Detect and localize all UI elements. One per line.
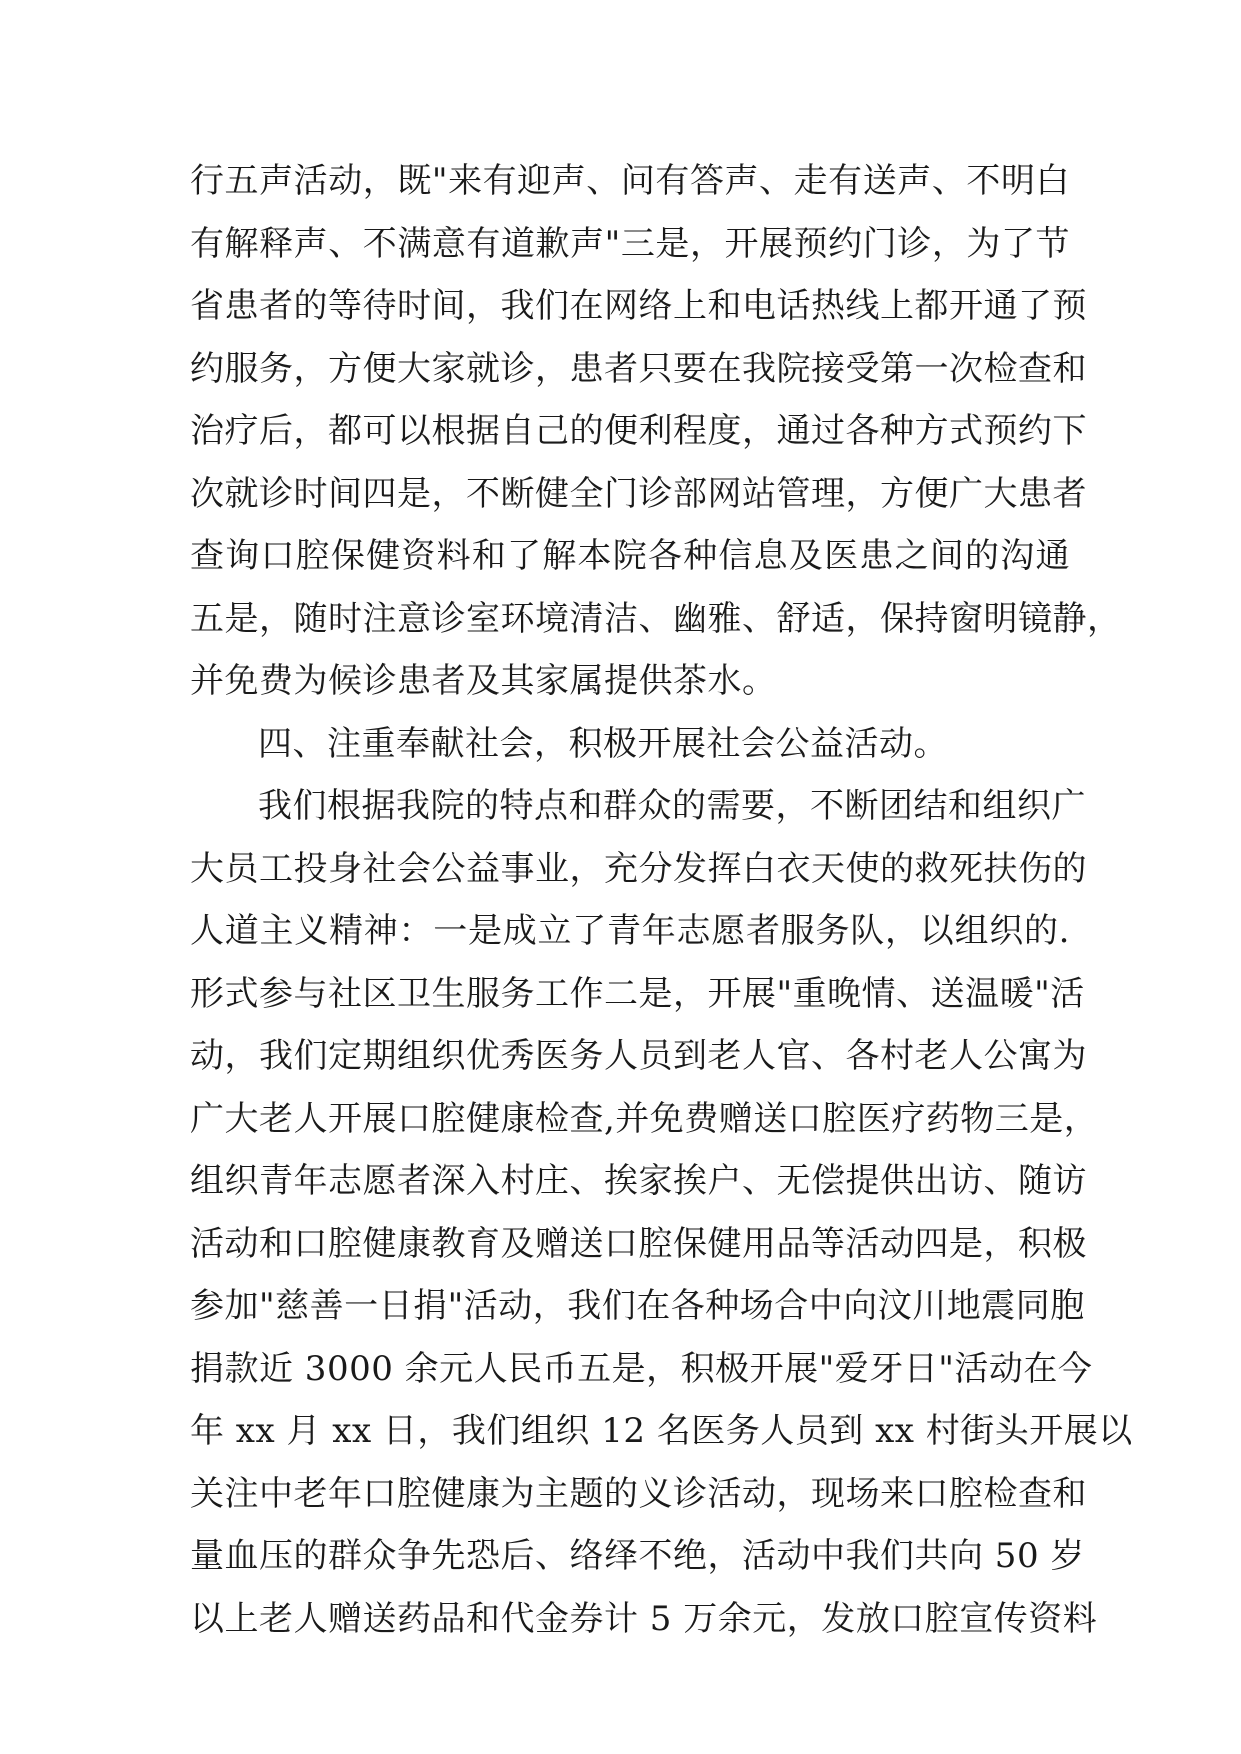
paragraph-service-measures [190, 150, 1122, 713]
text-line: 活动和口腔健康教育及赠送口腔保健用品等活动四是，积极 [190, 1223, 1087, 1264]
text-line: 次就诊时间四是，不断健全门诊部网站管理，方便广大患者 [190, 473, 1087, 514]
section-heading-four [190, 713, 1070, 776]
paragraph-public-welfare [190, 775, 1133, 1650]
text-line: 我们根据我院的特点和群众的需要，不断团结和组织广 [258, 786, 1086, 826]
text-line: 组织青年志愿者深入村庄、挨家挨户、无偿提供出访、随访 [190, 1161, 1087, 1201]
text-line: 关注中老年口腔健康为主题的义诊活动，现场来口腔检查和 [190, 1473, 1087, 1514]
text-line: 大员工投身社会公益事业，充分发挥白衣天使的救死扶伤的 [190, 848, 1087, 889]
text-line: 形式参与社区卫生服务工作二是，开展"重晚情、送温暖"活 [190, 973, 1085, 1014]
text-line: 量血压的群众争先恐后、络绎不绝，活动中我们共向 50 岁 [190, 1536, 1085, 1576]
text-line: 约服务，方便大家就诊，患者只要在我院接受第一次检查和 [190, 348, 1087, 389]
text-line: 有解释声、不满意有道歉声"三是，开展预约门诊，为了节 [190, 223, 1070, 264]
text-line: 人道主义精神：一是成立了青年志愿者服务队，以组织的. [190, 911, 1070, 951]
text-line: 五是，随时注意诊室环境清洁、幽雅、舒适，保持窗明镜静， [190, 598, 1122, 639]
text-line: 年 xx 月 xx 日，我们组织 12 名医务人员到 xx 村街头开展以 [190, 1411, 1133, 1451]
text-line: 查询口腔保健资料和了解本院各种信息及医患之间的沟通 [190, 536, 1070, 576]
text-line: 省患者的等待时间，我们在网络上和电话热线上都开通了预 [190, 286, 1087, 326]
text-line: 捐款近 3000 余元人民币五是，积极开展"爱牙日"活动在今 [190, 1348, 1093, 1389]
document-body [190, 150, 1133, 1650]
text-line: 动，我们定期组织优秀医务人员到老人官、各村老人公寓为 [190, 1036, 1087, 1076]
text-line: 治疗后，都可以根据自己的便利程度，通过各种方式预约下 [190, 411, 1087, 451]
text-line: 行五声活动，既"来有迎声、问有答声、走有送声、不明白 [190, 161, 1070, 201]
text-line: 广大老人开展口腔健康检查,并免费赠送口腔医疗药物三是， [190, 1098, 1099, 1139]
text-line: 并免费为候诊患者及其家属提供茶水。 [190, 661, 777, 701]
text-line: 以上老人赠送药品和代金券计 5 万余元，发放口腔宣传资料 [190, 1598, 1098, 1639]
section-heading: 四、注重奉献社会，积极开展社会公益活动。 [258, 723, 948, 764]
text-line: 参加"慈善一日捐"活动，我们在各种场合中向汶川地震同胞 [190, 1286, 1085, 1326]
